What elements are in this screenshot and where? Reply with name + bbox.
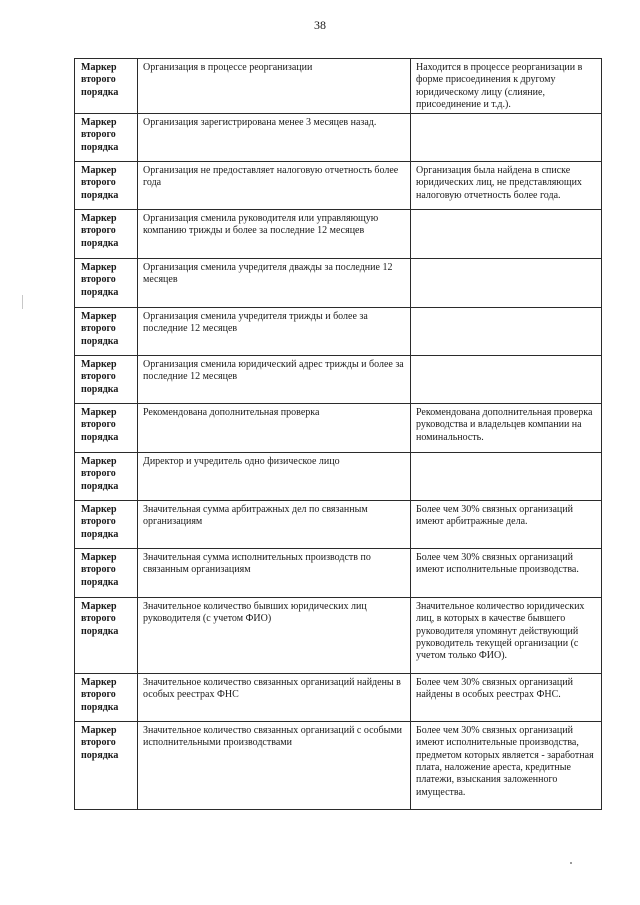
marker-type-cell: [75, 308, 138, 356]
marker-type-word: Маркер: [81, 213, 117, 225]
marker-type-word: второго: [81, 274, 116, 286]
marker-type-word: Маркер: [81, 601, 117, 613]
table-row: [75, 59, 602, 114]
marker-description-cell: [411, 259, 602, 308]
marker-type-word: Маркер: [81, 552, 117, 564]
marker-type-word: порядка: [81, 431, 119, 443]
table-row: [75, 549, 602, 598]
marker-type-cell: [75, 453, 138, 501]
marker-type-cell: [75, 404, 138, 453]
marker-type-word: порядка: [81, 237, 119, 249]
marker-name-cell: Значительное количество связанных организаций найдены в особых реестрах ФНС: [138, 674, 411, 722]
marker-description-cell: [411, 356, 602, 404]
marker-type-cell: [75, 598, 138, 674]
marker-name-cell: Организация сменила руководителя или управляющую компанию трижды и более за последние 12 месяцев: [138, 210, 411, 259]
table-row: [75, 114, 602, 162]
marker-description-cell: Значительное количество юридических лиц, в которых в качестве бывшего руководителя упомянут действующий руководитель текущей организации (с учетом только ФИО).: [411, 598, 602, 674]
marker-type-word: порядка: [81, 749, 119, 761]
scan-artifact: [570, 862, 572, 864]
marker-type-word: порядка: [81, 335, 119, 347]
scan-artifact: [22, 295, 23, 309]
table-row: [75, 501, 602, 549]
page-number: 38: [314, 18, 326, 32]
marker-description-cell: Находится в процессе реорганизации в форме присоединения к другому юридическому лицу (слияние, присоединение и т.д.).: [411, 59, 602, 114]
marker-type-word: второго: [81, 371, 116, 383]
marker-type-word: порядка: [81, 528, 119, 540]
marker-name-cell: Рекомендована дополнительная проверка: [138, 404, 411, 453]
marker-name-cell: Организация сменила юридический адрес трижды и более за последние 12 месяцев: [138, 356, 411, 404]
marker-type-word: Маркер: [81, 407, 117, 419]
marker-name-cell: Организация в процессе реорганизации: [138, 59, 411, 114]
marker-type-word: Маркер: [81, 62, 117, 73]
marker-type-word: второго: [81, 468, 116, 480]
marker-name-cell: Организация не предоставляет налоговую отчетность более года: [138, 162, 411, 210]
marker-type-word: порядка: [81, 480, 119, 492]
marker-description-cell: Более чем 30% связных организаций найдены в особых реестрах ФНС.: [411, 674, 602, 722]
marker-type-word: порядка: [81, 383, 119, 395]
table-row: [75, 259, 602, 308]
marker-type-cell: [75, 162, 138, 210]
marker-type-word: порядка: [81, 576, 119, 588]
marker-type-word: второго: [81, 564, 116, 576]
table-row: [75, 308, 602, 356]
marker-type-word: порядка: [81, 86, 119, 98]
marker-type-word: второго: [81, 516, 116, 528]
marker-name-cell: Значительное количество бывших юридических лиц руководителя (с учетом ФИО): [138, 598, 411, 674]
marker-type-cell: [75, 674, 138, 722]
marker-type-word: второго: [81, 419, 116, 431]
table-row: [75, 162, 602, 210]
marker-type-word: второго: [81, 737, 116, 749]
marker-description-cell: Рекомендована дополнительная проверка руководства и владельцев компании на номинальность.: [411, 404, 602, 453]
marker-type-cell: [75, 501, 138, 549]
table-row: [75, 210, 602, 259]
marker-type-word: порядка: [81, 189, 119, 201]
marker-type-word: второго: [81, 613, 116, 625]
marker-type-cell: [75, 356, 138, 404]
marker-type-word: Маркер: [81, 311, 117, 323]
table-row: [75, 674, 602, 722]
marker-description-cell: [411, 210, 602, 259]
marker-type-word: порядка: [81, 701, 119, 713]
marker-type-word: Маркер: [81, 504, 117, 516]
table-row: [75, 356, 602, 404]
marker-type-word: второго: [81, 225, 116, 237]
marker-name-cell: Значительное количество связанных организаций с особыми исполнительными производствами: [138, 722, 411, 810]
marker-description-cell: Более чем 30% связных организаций имеют исполнительные производства, предметом которых является - заработная плата, наложение ареста, кредитные платежи, взыскания заложенного имущества.: [411, 722, 602, 810]
marker-type-word: Маркер: [81, 165, 117, 177]
marker-description-cell: [411, 114, 602, 162]
marker-type-word: второго: [81, 74, 116, 86]
marker-name-cell: Организация зарегистрирована менее 3 месяцев назад.: [138, 114, 411, 162]
marker-type-cell: [75, 114, 138, 162]
marker-type-word: порядка: [81, 625, 119, 637]
marker-type-word: Маркер: [81, 725, 117, 737]
marker-description-cell: Более чем 30% связных организаций имеют арбитражные дела.: [411, 501, 602, 549]
table-row: [75, 598, 602, 674]
marker-name-cell: Организация сменила учредителя трижды и более за последние 12 месяцев: [138, 308, 411, 356]
marker-description-cell: Организация была найдена в списке юридических лиц, не представляющих налоговую отчетность более года.: [411, 162, 602, 210]
marker-name-cell: Значительная сумма исполнительных производств по связанным организациям: [138, 549, 411, 598]
marker-type-word: Маркер: [81, 117, 117, 129]
marker-type-cell: [75, 210, 138, 259]
marker-type-cell: [75, 722, 138, 810]
marker-name-cell: Значительная сумма арбитражных дел по связанным организациям: [138, 501, 411, 549]
marker-type-word: Маркер: [81, 359, 117, 371]
marker-name-cell: Директор и учредитель одно физическое лицо: [138, 453, 411, 501]
marker-type-word: второго: [81, 129, 116, 141]
marker-description-cell: Более чем 30% связных организаций имеют исполнительные производства.: [411, 549, 602, 598]
marker-type-cell: [75, 259, 138, 308]
marker-type-word: Маркер: [81, 456, 117, 468]
marker-type-cell: [75, 549, 138, 598]
marker-type-word: второго: [81, 689, 116, 701]
marker-description-cell: [411, 308, 602, 356]
marker-type-word: Маркер: [81, 677, 117, 689]
marker-type-cell: [75, 59, 138, 114]
marker-type-word: порядка: [81, 141, 119, 153]
marker-type-word: второго: [81, 177, 116, 189]
table-row: [75, 404, 602, 453]
marker-description-cell: [411, 453, 602, 501]
marker-name-cell: Организация сменила учредителя дважды за последние 12 месяцев: [138, 259, 411, 308]
marker-type-word: Маркер: [81, 262, 117, 274]
marker-type-word: второго: [81, 323, 116, 335]
table-row: [75, 453, 602, 501]
table-row: [75, 722, 602, 810]
marker-type-word: порядка: [81, 286, 119, 298]
marker-table: [74, 58, 602, 810]
